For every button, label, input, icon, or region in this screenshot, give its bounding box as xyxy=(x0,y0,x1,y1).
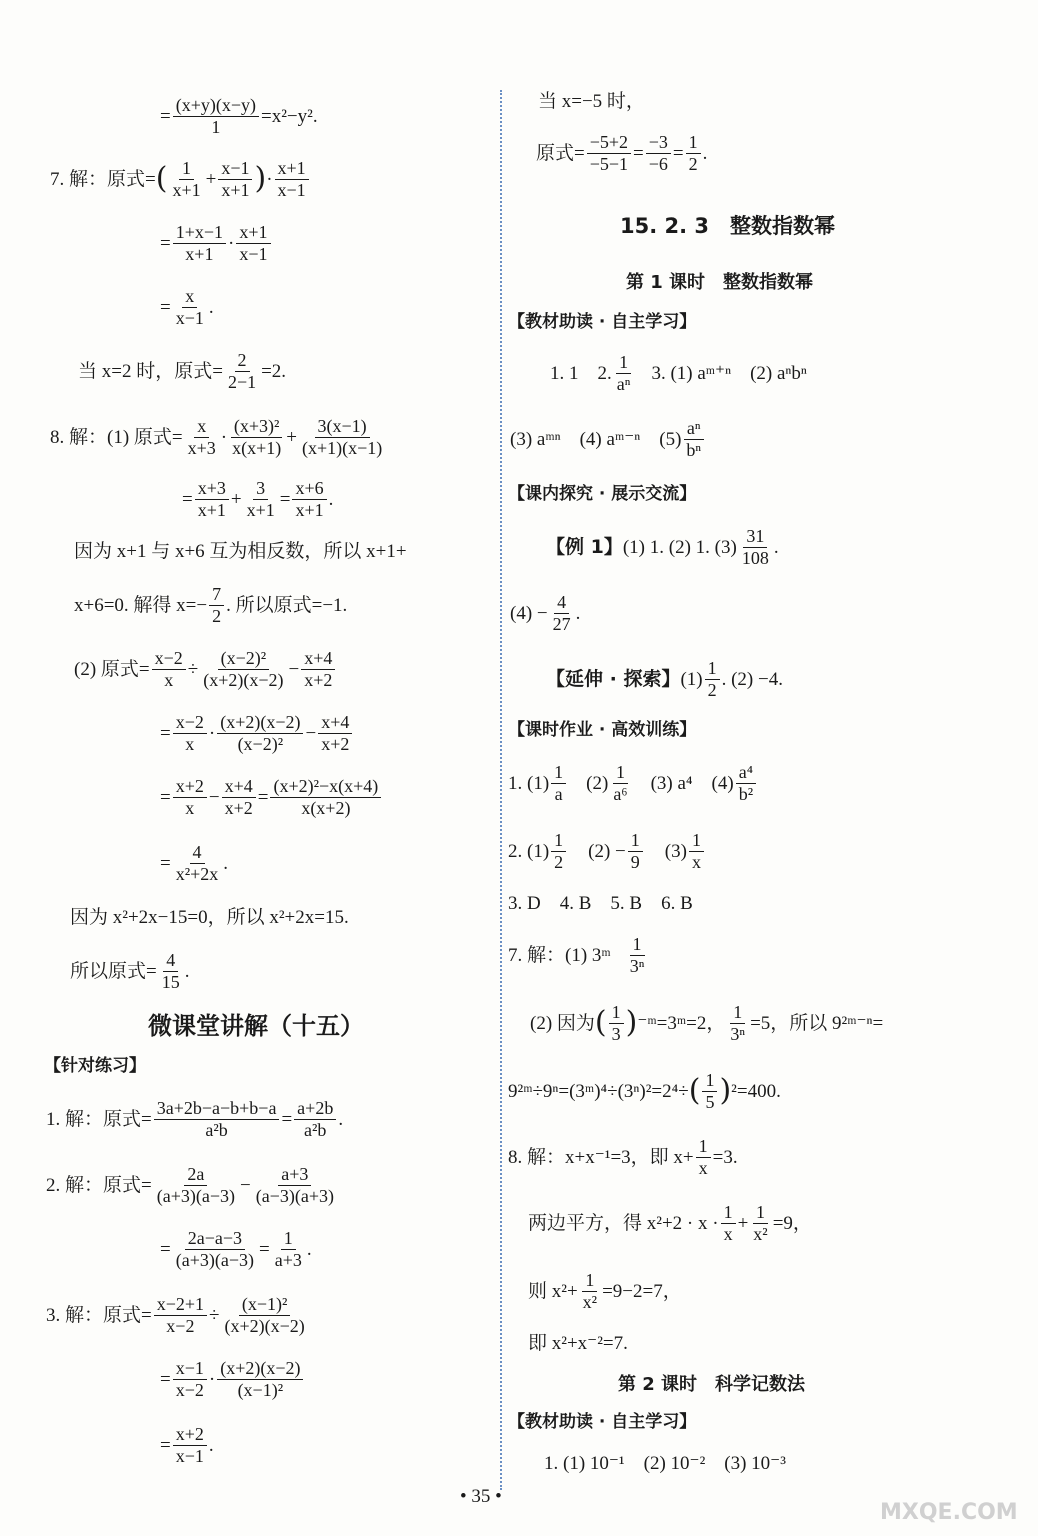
homework-q3-6: 3. D 4. B 5. B 6. B xyxy=(508,893,693,914)
self-study-answers-2: (3) aᵐⁿ (4) aᵐ⁻ⁿ (5) $\frac{\text{aⁿ}}{\text{bⁿ}}$ xyxy=(510,418,706,460)
practice-header: 【针对练习】 xyxy=(44,1056,146,1076)
homework-q8-line-3: 则 x²+ $\frac{1}{\text{x²}}$ =9−2=7， xyxy=(528,1270,682,1312)
page-number: • 35 • xyxy=(460,1486,502,1507)
practice-q1: 1. 解：原式= $\frac{3a+2b-a-b+b-a}{\text{a²b}}$ = $\frac{a+2b}{\text{a²b}}$ . xyxy=(46,1098,344,1140)
q8-part2-line-3: = $\frac{x+2}{x}$ − $\frac{x+4}{x+2}$ = $\frac{\text{(x+2)²−x(x+4)}}{x(x+2)}$ xyxy=(160,776,383,818)
q8-text-2: x+6=0. 解得 x=− $\frac{7}{2}$ . 所以原式=−1. xyxy=(74,584,348,626)
equals-sign: = xyxy=(160,105,171,127)
self-study-answers-1: 1. 1 2. $\frac{1}{\text{aⁿ}}$ 3. (1) aᵐ⁺ⁿ (2) aⁿbⁿ xyxy=(550,352,807,394)
practice-q3-line-1: 3. 解：原式= $\frac{x-2+1}{x-2}$ ÷ $\frac{\text{(x−1)²}}{(x+2)(x-2)}$ xyxy=(46,1294,305,1336)
homework-q7-part-2: (2) 因为 ( $\frac{1}{3}$ ) ⁻ᵐ=3ᵐ=2， $\frac{1}{\text{3ⁿ}}$ =5，所以 9²ᵐ⁻ⁿ= xyxy=(530,1002,884,1044)
textbook-reading-header-2: 【教材助读 · 自主学习】 xyxy=(508,1412,697,1432)
right-line-2: 原式= $\frac{-5+2}{-5-1}$ = $\frac{-3}{-6}$ = $\frac{1}{2}$ . xyxy=(536,132,708,174)
example-1: 【例 1】 (1) 1. (2) 1. (3) $\frac{31}{108}$ . xyxy=(546,526,779,568)
q8-part2-line-2: = $\frac{x-2}{x}$ · $\frac{(x+2)(x-2)}{\text{(x−2)²}}$ − $\frac{x+4}{x+2}$ xyxy=(160,712,354,754)
q7-line-3: = $\frac{x}{x-1}$ . xyxy=(160,286,214,328)
practice-q2-line-1: 2. 解：原式= $\frac{2a}{(a+3)(a-3)}$ − $\frac{a+3}{(a-3)(a+3)}$ xyxy=(46,1164,334,1206)
homework-q8-line-1: 8. 解：x+x⁻¹=3，即 x+ $\frac{1}{x}$ =3. xyxy=(508,1136,738,1178)
q8-line-2: = $\frac{x+3}{x+1}$ + $\frac{3}{x+1}$ = $\frac{x+6}{x+1}$ . xyxy=(182,478,334,520)
homework-header: 【课时作业 · 高效训练】 xyxy=(508,720,697,740)
q8-part2-line-4: = $\frac{4}{\text{x²+2x}}$ . xyxy=(160,842,229,884)
in-class-header: 【课内探究 · 展示交流】 xyxy=(508,484,697,504)
q8-text-1: 因为 x+1 与 x+6 互为相反数，所以 x+1+ xyxy=(74,541,407,562)
lesson-2-answers: 1. (1) 10⁻¹ (2) 10⁻² (3) 10⁻³ xyxy=(544,1453,786,1474)
fraction: $\frac{(x+y)(x-y)}{1}$ xyxy=(173,95,259,137)
section-title: 15. 2. 3 整数指数幂 xyxy=(620,214,836,238)
example-1-part-4: (4) − $\frac{4}{27}$ . xyxy=(510,592,581,634)
q7-line-2: = $\frac{1+x-1}{x+1}$ · $\frac{x+1}{x-1}$ xyxy=(160,222,273,264)
homework-q1: 1. (1) $\frac{1}{a}$ (2) $\frac{1}{\text{a⁶}}$ (3) a⁴ (4) $\frac{\text{a⁴}}{\text{b²}}$ xyxy=(508,762,758,804)
practice-q2-line-2: = $\frac{2a-a-3}{(a+3)(a-3)}$ = $\frac{1}{a+3}$ . xyxy=(160,1228,312,1270)
practice-q3-line-3: = $\frac{x+2}{x-1}$ . xyxy=(160,1424,214,1466)
homework-q2: 2. (1) $\frac{1}{2}$ (2) − $\frac{1}{9}$ (3) $\frac{1}{x}$ xyxy=(508,830,706,872)
q8-text-3: 因为 x²+2x−15=0，所以 x²+2x=15. xyxy=(70,907,349,928)
q7-line-4: 当 x=2 时，原式= $\frac{2}{2-1}$ =2. xyxy=(78,350,287,392)
q7-line-1: 7. 解：原式= ( $\frac{1}{x+1}$ + $\frac{x-1}{x+1}$ ) · $\frac{x+1}{x-1}$ xyxy=(50,158,311,200)
practice-q3-line-2: = $\frac{x-1}{x-2}$ · $\frac{(x+2)(x-2)}{\text{(x−1)²}}$ xyxy=(160,1358,305,1400)
micro-lesson-title: 微课堂讲解（十五） xyxy=(148,1012,364,1040)
left-line-1: = $\frac{(x+y)(x-y)}{1}$ =x²−y². xyxy=(160,95,318,137)
q8-part2-line-1: (2) 原式= $\frac{x-2}{x}$ ÷ $\frac{\text{(x−2)²}}{(x+2)(x-2)}$ − $\frac{x+4}{x+2}$ xyxy=(74,648,337,690)
lesson-2-title: 第 2 课时 科学记数法 xyxy=(618,1374,806,1395)
homework-q8-line-2: 两边平方，得 x²+2 · x · $\frac{1}{x}$ + $\frac{1}{\text{x²}}$ =9， xyxy=(528,1202,812,1244)
homework-q7-part-1: 7. 解：(1) 3ᵐ $\frac{1}{\text{3ⁿ}}$ xyxy=(508,934,645,976)
textbook-reading-header: 【教材助读 · 自主学习】 xyxy=(508,312,697,332)
extension-explore: 【延伸 · 探索】 (1) $\frac{1}{2}$ . (2) −4. xyxy=(546,658,783,700)
column-divider xyxy=(500,90,502,1490)
homework-q7-part-3: 9²ᵐ÷9ⁿ=(3ᵐ)⁴÷(3ⁿ)²=2⁴÷ ( $\frac{1}{5}$ ) ²=400. xyxy=(508,1070,781,1112)
right-line-1: 当 x=−5 时， xyxy=(538,91,645,112)
q8-line-1: 8. 解：(1) 原式= $\frac{x}{x+3}$ · $\frac{\text{(x+3)²}}{x(x+1)}$ + $\frac{3(x-1)}{(x+1)(x-1)}$ xyxy=(50,416,383,458)
corner-watermark: MXQE.COM xyxy=(880,1500,1018,1525)
homework-q8-line-4: 即 x²+x⁻²=7. xyxy=(528,1333,628,1354)
lesson-1-title: 第 1 课时 整数指数幂 xyxy=(626,272,814,293)
q8-result: 所以原式= $\frac{4}{15}$ . xyxy=(70,950,190,992)
